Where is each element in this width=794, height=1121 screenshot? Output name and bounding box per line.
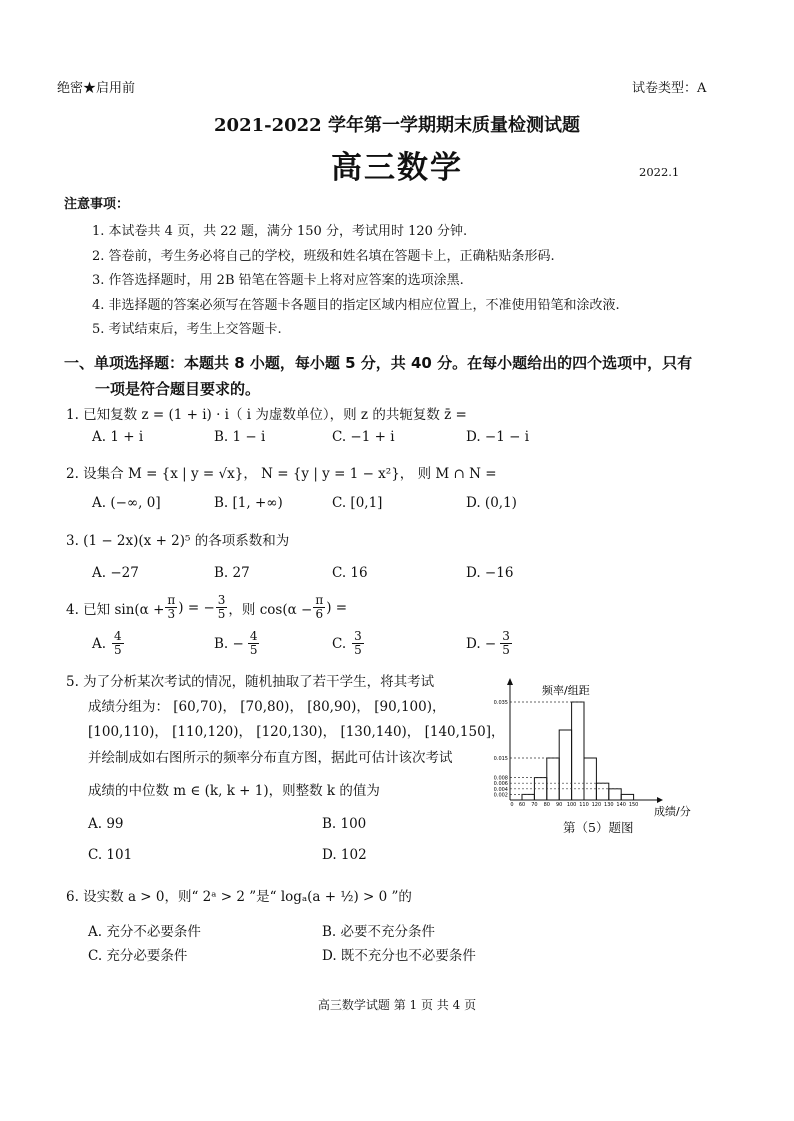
note-item: 3. 作答选择题时，用 2B 铅笔在答题卡上将对应答案的选项涂黑. (92, 273, 464, 288)
q6-option-c: C. 充分必要条件 (88, 948, 188, 964)
q4-option-label: C. (332, 635, 347, 652)
note-item: 4. 非选择题的答案必须写在答题卡各题目的指定区域内相应位置上，不准使用铅笔和涂改液. (92, 298, 620, 313)
q3-option-c: C. 16 (332, 565, 368, 581)
q4-text-d: ) = (326, 599, 348, 616)
y-axis-label: 频率/组距 (542, 684, 590, 697)
q4-frac-pi-3 (165, 594, 177, 621)
q3-option-a: A. −27 (92, 565, 139, 581)
histogram-guides (510, 702, 621, 794)
frequency-histogram (492, 676, 702, 818)
question-3: 3. (1 − 2x)(x + 2)⁵ 的各项系数和为 (66, 533, 290, 549)
note-item: 2. 答卷前，考生务必将自己的学校，班级和姓名填在答题卡上，正确粘贴条形码. (92, 249, 555, 264)
q4-option-label: D. − (466, 635, 497, 652)
section-heading: 一、单项选择题：本题共 8 小题，每小题 5 分，共 40 分。在每小题给出的四个选项中，只有 (64, 354, 693, 372)
page-footer: 高三数学试题 第 1 页 共 4 页 (317, 998, 477, 1012)
q4-frac-den: 5 (114, 643, 122, 657)
question-6: 6. 设实数 a > 0，则“ 2ᵃ > 2 ”是“ logₐ(a + ½) > 0 ”的 (66, 889, 412, 905)
q1-option-b: B. 1 − i (214, 429, 266, 445)
q5-option-b: B. 100 (322, 816, 367, 832)
histogram-bar (596, 783, 608, 800)
q4-frac-pi-6 (313, 594, 325, 621)
paper-type: 试卷类型：A (632, 81, 707, 96)
q4-text-c: ，则 cos(α − (228, 601, 313, 618)
q4-frac-4-5 (248, 630, 260, 657)
y-axis-arrow (507, 678, 513, 685)
q6-option-d: D. 既不充分也不必要条件 (322, 948, 476, 964)
figure-caption: 第（5）题图 (563, 820, 634, 835)
q2-option-b: B. [1, +∞) (214, 495, 283, 511)
q4-frac-num: π (167, 593, 176, 607)
q4-option-label: A. (92, 635, 107, 652)
q4-frac-den: 5 (502, 643, 510, 657)
x-tick-label: 70 (531, 802, 538, 808)
notes-heading: 注意事项： (64, 197, 130, 212)
question-5-line: 成绩分组为： [60,70)， [70,80)， [80,90)， [90,100)， (88, 699, 446, 715)
section-heading-cont: 一项是符合题目要求的。 (95, 380, 261, 398)
y-tick-label: 0.035 (493, 700, 508, 706)
exam-title: 2021-2022 学年第一学期期末质量检测试题 (214, 115, 580, 136)
q4-frac-den: 5 (354, 643, 362, 657)
q4-frac-den: 5 (217, 607, 226, 621)
q4-option-a (92, 630, 125, 657)
question-5-line: 成绩的中位数 m ∈ (k, k + 1)，则整数 k 的值为 (88, 783, 380, 799)
x-tick-label: 150 (628, 802, 639, 808)
x-axis-arrow (657, 797, 663, 803)
histogram-bar (621, 794, 633, 800)
q2-option-a: A. (−∞, 0] (92, 495, 161, 511)
q4-frac-den: 5 (249, 643, 258, 657)
histogram-bar (572, 702, 584, 800)
q4-text-a: 4. 已知 sin(α + (66, 601, 165, 618)
q4-option-b (214, 630, 260, 657)
q4-frac-num: 3 (354, 629, 362, 643)
q4-frac-num: 4 (249, 629, 258, 643)
q2-option-c: C. [0,1] (332, 495, 383, 511)
q4-text-b: ) = − (178, 599, 215, 616)
q4-frac-num: 3 (502, 629, 510, 643)
x-tick-label: 140 (616, 802, 626, 808)
q5-option-c: C. 101 (88, 847, 133, 863)
question-4 (66, 594, 347, 621)
y-tick-label: 0.006 (493, 781, 508, 788)
note-item: 1. 本试卷共 4 页，共 22 题，满分 150 分，考试用时 120 分钟. (92, 224, 468, 239)
x-tick-label: 110 (579, 802, 589, 808)
q1-option-c: C. −1 + i (332, 429, 395, 445)
q4-frac-num: 3 (217, 593, 226, 607)
histogram-bar (584, 758, 596, 800)
q2-option-d: D. (0,1) (466, 495, 517, 511)
histogram-x-ticks (510, 802, 638, 808)
q4-frac-3-5 (216, 594, 228, 621)
q4-frac-3-5 (352, 630, 364, 657)
subject-title: 高三数学 (331, 150, 463, 186)
histogram-bar (609, 789, 621, 800)
q4-option-label: B. − (214, 635, 244, 652)
y-tick-label: 0.004 (493, 786, 508, 793)
x-tick-label: 60 (518, 802, 526, 808)
y-tick-label: 0.002 (493, 792, 508, 799)
q4-frac-num: 4 (114, 629, 122, 643)
q4-option-d (466, 630, 513, 657)
x-axis-label: 成绩/分 (654, 805, 691, 818)
x-tick-label: 100 (566, 802, 577, 808)
x-tick-label: 0 (510, 802, 514, 808)
question-5: 5. 为了分析某次考试的情况，随机抽取了若干学生，将其考试 (66, 674, 435, 690)
q3-option-d: D. −16 (466, 565, 514, 581)
x-tick-label: 90 (556, 802, 563, 808)
histogram-bar (547, 758, 559, 800)
q4-frac-den: 6 (315, 607, 324, 621)
q3-option-b: B. 27 (214, 565, 250, 581)
question-5-line: [100,110)， [110,120)， [120,130)， [130,140)， [140,150]， (88, 724, 505, 740)
q4-frac-den: 3 (167, 607, 176, 621)
q1-option-d: D. −1 − i (466, 429, 530, 445)
y-tick-label: 0.015 (493, 756, 508, 762)
q6-option-a: A. 充分不必要条件 (88, 924, 201, 940)
q6-option-b: B. 必要不充分条件 (322, 924, 436, 940)
x-tick-label: 120 (591, 802, 602, 808)
q4-frac-4-5 (112, 630, 124, 657)
q5-option-a: A. 99 (88, 816, 124, 832)
y-tick-label: 0.008 (493, 775, 508, 782)
histogram-bar (559, 730, 571, 800)
q1-option-a: A. 1 + i (92, 429, 144, 445)
histogram-y-ticks (494, 700, 508, 798)
q4-frac-num: π (315, 593, 324, 607)
histogram-bar (522, 794, 534, 800)
question-5-line: 并绘制成如右图所示的频率分布直方图，据此可估计该次考试 (88, 750, 453, 766)
question-2: 2. 设集合 M = {x | y = √x}， N = {y | y = 1 − x²}， 则 M ∩ N = (66, 466, 497, 482)
q4-frac-3-5 (500, 630, 512, 657)
question-1: 1. 已知复数 z = (1 + i) · i（ i 为虚数单位），则 z 的共轭复数 z̄ = (66, 407, 467, 423)
confidential-mark: 绝密★启用前 (57, 81, 136, 96)
q5-option-d: D. 102 (322, 847, 367, 863)
note-item: 5. 考试结束后，考生上交答题卡. (92, 322, 282, 337)
histogram-bar (534, 778, 546, 800)
x-tick-label: 80 (543, 802, 550, 808)
exam-date: 2022.1 (639, 165, 680, 179)
x-tick-label: 130 (604, 802, 614, 808)
histogram-bars (522, 702, 634, 800)
q4-option-c (332, 630, 365, 657)
